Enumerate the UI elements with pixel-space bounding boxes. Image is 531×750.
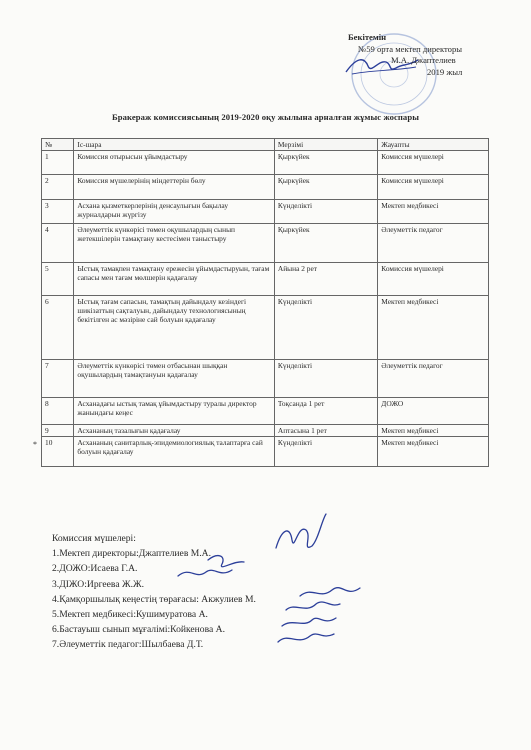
row-responsible: Әлеуметтік педагог <box>378 360 489 398</box>
members-heading: Комиссия мүшелері: <box>52 533 136 544</box>
row-deadline: Айына 2 рет <box>274 263 377 296</box>
row-number: 7 <box>42 360 74 398</box>
header-number: № <box>42 139 74 151</box>
row-number: 10 <box>42 437 74 467</box>
row-responsible: Комиссия мүшелері <box>378 263 489 296</box>
commission-members <box>52 531 256 653</box>
table-row <box>42 200 489 224</box>
table-row <box>42 263 489 296</box>
margin-mark: * <box>33 440 37 449</box>
row-responsible: Әлеуметтік педагог <box>378 224 489 263</box>
approval-line-4: 2019 жыл <box>427 66 463 77</box>
row-event: Ыстық тағам сапасын, тамақтың дайындалу кезіндегі шикізаттың сақталуын, дайындалу технологиясының бекітілген ас мәзіріне сай болуын қадағалау <box>74 296 275 360</box>
row-event: Комиссия мүшелерінің міндеттерін бөлу <box>74 175 275 200</box>
document-title: Бракераж комиссиясының 2019-2020 оқу жылына арналған жұмыс жоспары <box>111 112 420 122</box>
member-item: 7.Әлеуметтік педагог:Шылбаева Д.Т. <box>52 639 204 651</box>
table-row <box>42 425 489 437</box>
signature-1 <box>276 514 326 548</box>
row-event: Асхананың тазалығын қадағалау <box>74 425 275 437</box>
row-event: Ыстық тамақпен тамақтану ережесін ұйымдастыруын, тағам сапасы мен тағам мөлшерін қадағалау <box>74 263 275 296</box>
row-responsible: Комиссия мүшелері <box>378 151 489 175</box>
approval-line-1: Бекітемін <box>348 32 387 42</box>
row-event: Әлеуметтік күнкөрісі төмен оқушылардың сынып жетекшілерін тамақтану кестесімен таныстыру <box>74 224 275 263</box>
member-item: 5.Мектеп медбикесі:Кушимуратова А. <box>52 609 208 621</box>
header-event: Іс-шара <box>74 139 275 151</box>
header-deadline: Мерзімі <box>274 139 377 151</box>
table-row <box>42 224 489 263</box>
row-responsible: Мектеп медбикесі <box>378 200 489 224</box>
row-number: 8 <box>42 398 74 425</box>
table-header-row <box>42 139 489 151</box>
member-item: 1.Мектеп директоры:Джаптелиев М.А. <box>52 548 212 560</box>
table-row <box>42 296 489 360</box>
row-event: Асхана қызметкерлерінің денсаулығын бақылау журналдарын жүргізу <box>74 200 275 224</box>
signature-6 <box>282 618 336 626</box>
row-responsible: ДОЖО <box>378 398 489 425</box>
signature-7 <box>278 634 334 642</box>
signature-5 <box>286 602 340 610</box>
row-deadline: Тоқсанда 1 рет <box>274 398 377 425</box>
row-number: 9 <box>42 425 74 437</box>
table-row <box>42 151 489 175</box>
table-row <box>42 360 489 398</box>
row-number: 2 <box>42 175 74 200</box>
row-number: 4 <box>42 224 74 263</box>
row-event: Асхананың санитарлық-эпидемиологиялық талаптарға сай болуын қадағалау <box>74 437 275 467</box>
approval-line-3: М.А. Джаптелиев <box>391 55 456 65</box>
row-responsible: Мектеп медбикесі <box>378 437 489 467</box>
member-item: 2.ДОЖО:Исаева Г.А. <box>52 563 138 575</box>
member-item: 4.Қамқоршылық кеңестің төрағасы: Акжулиев М. <box>52 593 256 605</box>
row-responsible: Мектеп медбикесі <box>378 425 489 437</box>
row-deadline: Қыркүйек <box>274 175 377 200</box>
row-number: 5 <box>42 263 74 296</box>
member-item: 3.ДІЖО:Иргеева Ж.Ж. <box>52 578 144 590</box>
row-deadline: Қыркүйек <box>274 224 377 263</box>
row-number: 6 <box>42 296 74 360</box>
row-deadline: Күнделікті <box>274 200 377 224</box>
table-row <box>42 398 489 425</box>
row-responsible: Комиссия мүшелері <box>378 175 489 200</box>
table-row <box>42 437 489 467</box>
approval-line-2: №59 орта мектеп директоры <box>358 43 463 54</box>
work-plan-table <box>41 138 489 467</box>
header-responsible: Жауапты <box>378 139 489 151</box>
row-deadline: Қыркүйек <box>274 151 377 175</box>
row-deadline: Күнделікті <box>274 360 377 398</box>
member-item: 6.Бастауыш сынып мұғалімі:Койкенова А. <box>52 624 225 636</box>
row-deadline: Аптасына 1 рет <box>274 425 377 437</box>
row-deadline: Күнделікті <box>274 437 377 467</box>
row-deadline: Күнделікті <box>274 296 377 360</box>
row-event: Комиссия отырысын ұйымдастыру <box>74 151 275 175</box>
row-number: 3 <box>42 200 74 224</box>
table-row <box>42 175 489 200</box>
signature-4 <box>300 588 360 596</box>
row-responsible: Мектеп медбикесі <box>378 296 489 360</box>
row-number: 1 <box>42 151 74 175</box>
approval-block <box>348 32 518 78</box>
row-event: Асханадағы ыстық тамақ ұйымдастыру туралы директор жанындағы кеңес <box>74 398 275 425</box>
row-event: Әлеуметтік күнкөрісі төмен отбасынан шыққан оқушылардың тамақтануын қадағалау <box>74 360 275 398</box>
